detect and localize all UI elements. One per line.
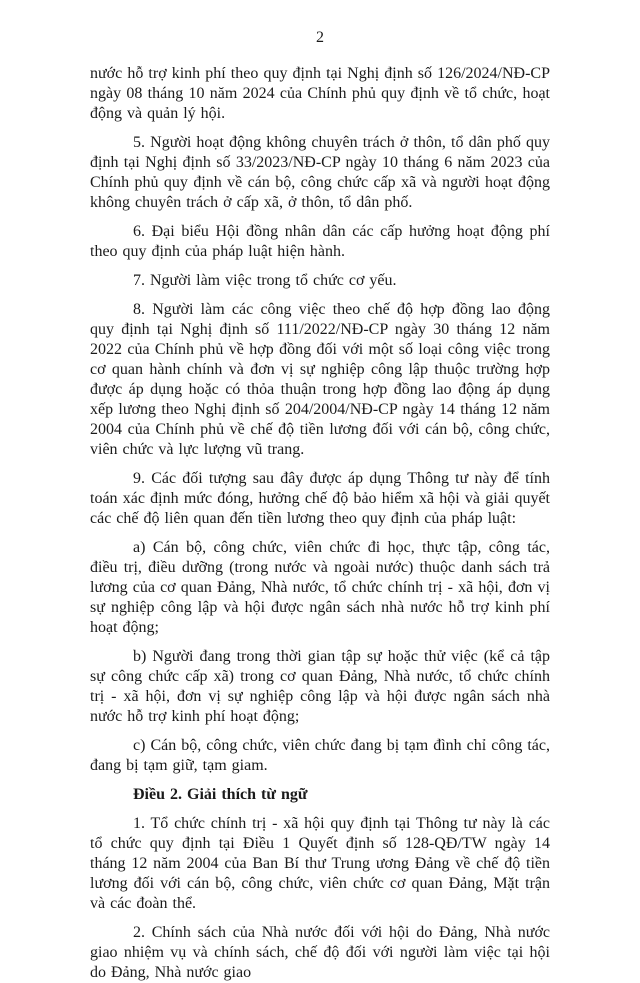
paragraph-item-5: 5. Người hoạt động không chuyên trách ở thôn, tổ dân phố quy định tại Nghị định số 33/2023/NĐ-CP ngày 10 tháng 6 năm 2023 của Chính phủ quy định về cán bộ, công chức cấp xã và người hoạt động không chuyên trách ở cấp xã, ở thôn, tổ dân phố. [90, 134, 550, 211]
paragraph-item-7: 7. Người làm việc trong tổ chức cơ yếu. [133, 272, 397, 289]
paragraph-point-c: c) Cán bộ, công chức, viên chức đang bị tạm đình chỉ công tác, đang bị tạm giữ, tạm giam. [90, 737, 550, 774]
paragraph-article2-item-1: 1. Tổ chức chính trị - xã hội quy định tại Thông tư này là các tổ chức quy định tại Điều 1 Quyết định số 128-QĐ/TW ngày 14 tháng 12 năm 2004 của Ban Bí thư Trung ương Đảng về chế độ tiền lương đối với cán bộ, công chức, viên chức cơ quan Đảng, Mặt trận và các đoàn thể. [90, 815, 550, 912]
page-number: 2 [316, 29, 324, 46]
paragraph-item-8: 8. Người làm các công việc theo chế độ hợp đồng lao động quy định tại Nghị định số 111/2022/NĐ-CP ngày 30 tháng 12 năm 2022 của Chính phủ về hợp đồng đối với một số loại công việc trong cơ quan hành chính và đơn vị sự nghiệp công lập thuộc trường hợp được áp dụng hoặc có thỏa thuận trong hợp đồng lao động áp dụng xếp lương theo Nghị định số 204/2004/NĐ-CP ngày 14 tháng 12 năm 2004 của Chính phủ về chế độ tiền lương đối với cán bộ, công chức, viên chức và lực lượng vũ trang. [90, 301, 550, 458]
paragraph-item-9: 9. Các đối tượng sau đây được áp dụng Thông tư này để tính toán xác định mức đóng, hưởng chế độ bảo hiểm xã hội và giải quyết các chế độ liên quan đến tiền lương theo quy định của pháp luật: [90, 470, 550, 527]
paragraph-continuation: nước hỗ trợ kinh phí theo quy định tại Nghị định số 126/2024/NĐ-CP ngày 08 tháng 10 năm 2024 của Chính phủ quy định về tổ chức, hoạt động và quản lý hội. [90, 65, 550, 122]
paragraph-item-6: 6. Đại biểu Hội đồng nhân dân các cấp hưởng hoạt động phí theo quy định của pháp luật hiện hành. [90, 223, 550, 260]
paragraph-point-b: b) Người đang trong thời gian tập sự hoặc thử việc (kể cả tập sự công chức cấp xã) trong cơ quan Đảng, Nhà nước, tổ chức chính trị - xã hội, đơn vị sự nghiệp công lập và hội được ngân sách nhà nước hỗ trợ kinh phí hoạt động; [90, 648, 550, 725]
paragraph-point-a: a) Cán bộ, công chức, viên chức đi học, thực tập, công tác, điều trị, điều dưỡng (trong nước và ngoài nước) thuộc danh sách trả lương của cơ quan Đảng, Nhà nước, tổ chức chính trị - xã hội, đơn vị sự nghiệp công lập và hội được ngân sách nhà nước hỗ trợ kinh phí hoạt động; [90, 539, 550, 636]
document-body [90, 64, 550, 983]
paragraph-article2-item-2: 2. Chính sách của Nhà nước đối với hội do Đảng, Nhà nước giao nhiệm vụ và chính sách, chế độ đối với người làm việc tại hội do Đảng, Nhà nước giao [90, 924, 550, 981]
article-2-heading: Điều 2. Giải thích từ ngữ [133, 786, 308, 803]
